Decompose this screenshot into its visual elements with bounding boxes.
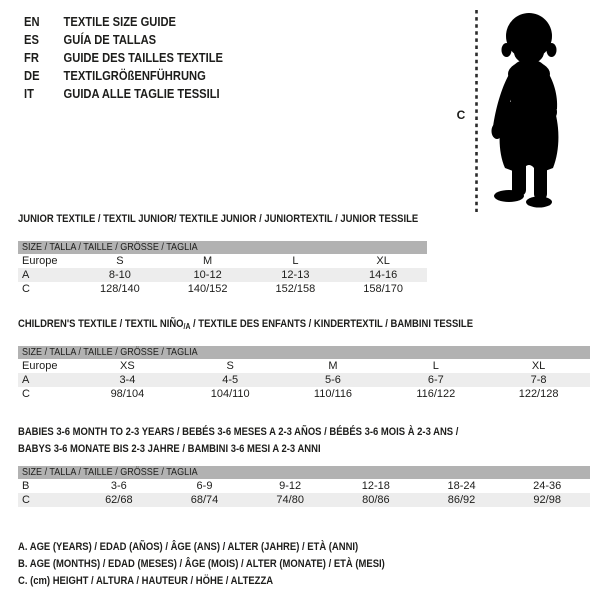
table-cell: 152/158 [275,283,316,295]
row-label: Europe [22,360,58,372]
row-label: C [22,388,30,400]
table-cell: 158/170 [363,283,403,295]
junior-textile-table [18,213,427,296]
table-cell: M [203,255,213,267]
table-cell: 68/74 [190,494,219,506]
lang-code: DE [24,68,40,83]
table-body [18,359,590,401]
table-cell: 110/116 [313,388,353,400]
table-row [18,373,590,387]
footnote-age-months: B. AGE (MONTHS) / EDAD (MESES) / ÂGE (MOIS) / ALTER (MONATE) / ETÀ (MESI) [18,558,385,570]
babies-textile-table [18,424,590,507]
size-header-bar [18,346,590,359]
height-measure-label: C [456,108,466,122]
lang-label: GUIDE DES TAILLES TEXTILE [63,50,223,65]
table-cell: 80/86 [362,494,390,506]
size-header-label: SIZE / TALLA / TAILLE / GRÖSSE / TAGLIA [22,241,198,253]
table-cell: XL [531,360,546,372]
lang-code: IT [24,86,34,101]
lang-code: FR [24,50,39,65]
size-header-bar [18,241,427,254]
table-row [18,359,590,373]
table-row [18,268,427,282]
table-body [18,479,590,507]
table-cell: L [292,255,299,267]
table-cell: 116/122 [416,388,456,400]
table-row [18,282,427,296]
size-header-label: SIZE / TALLA / TAILLE / GRÖSSE / TAGLIA [22,346,198,358]
table-cell: 128/140 [99,283,140,295]
table-cell: XS [120,360,135,372]
toddler-silhouette-icon [486,10,572,208]
table-cell: 6-7 [427,374,444,386]
row-label: A [22,374,30,386]
size-header-label: SIZE / TALLA / TAILLE / GRÖSSE / TAGLIA [22,466,198,478]
height-measure-figure [450,4,580,216]
lang-code: ES [24,32,39,47]
table-cell: 5-6 [325,374,341,386]
table-cell: S [226,360,234,372]
table-title: JUNIOR TEXTILE / TEXTIL JUNIOR/ TEXTILE JUNIOR / JUNIORTEXTIL / JUNIOR TESSILE [18,213,419,225]
lang-row-de [24,67,255,85]
table-cell: 122/128 [518,388,559,400]
lang-label: TEXTILGRÖßENFÜHRUNG [63,68,206,83]
table-cell: 104/110 [210,388,250,400]
row-label: A [22,269,30,281]
table-cell: S [116,255,124,267]
table-cell: 10-12 [193,269,222,281]
table-cell: 18-24 [447,480,476,492]
row-label: C [22,494,30,506]
table-cell: 6-9 [196,480,213,492]
row-label: C [22,283,30,295]
lang-label: GUIDA ALLE TAGLIE TESSILI [63,86,220,101]
lang-label: GUÍA DE TALLAS [63,32,157,47]
row-label: Europe [22,255,58,267]
table-body [18,254,427,296]
table-row [18,493,590,507]
footnote-height: C. (cm) HEIGHT / ALTURA / HAUTEUR / HÖHE / ALTEZZA [18,575,274,587]
row-label: B [22,480,30,492]
table-cell: 7-8 [530,374,547,386]
table-cell: 8-10 [108,269,131,281]
lang-row-es [24,31,255,49]
children-textile-table [18,318,590,401]
table-cell: 4-5 [222,374,239,386]
legend-footnotes [18,539,445,590]
lang-code: EN [24,14,40,29]
lang-row-fr [24,49,255,67]
height-dashed-line [474,10,479,212]
table-cell: M [328,360,338,372]
table-cell: 14-16 [369,269,398,281]
table-row [18,254,427,268]
table-title: BABIES 3-6 MONTH TO 2-3 YEARS / BEBÉS 3-6 MESES A 2-3 AÑOS / BÉBÉS 3-6 MOIS À 2-3 ANS / BABYS 3-6 MONATE BIS 2-3 JAHRE / BAMBINI 3-6 MESI A 2-3 ANNI [18,426,459,455]
table-cell: 92/98 [533,494,561,506]
footnote-age-years: A. AGE (YEARS) / EDAD (AÑOS) / ÂGE (ANS) / ALTER (JAHRE) / ETÀ (ANNI) [18,541,359,553]
table-cell: XL [376,255,390,267]
table-cell: 74/80 [276,494,304,506]
table-cell: 24-36 [533,480,562,492]
table-cell: L [432,360,439,372]
table-cell: 3-4 [119,374,136,386]
table-cell: 12-13 [281,269,310,281]
table-row [18,387,590,401]
table-row [18,479,590,493]
table-cell: 98/104 [110,388,145,400]
lang-label: TEXTILE SIZE GUIDE [63,14,177,29]
table-cell: 86/92 [447,494,476,506]
table-cell: 12-18 [361,480,390,492]
lang-row-en [24,13,255,31]
table-cell: 62/68 [105,494,133,506]
table-title: CHILDREN'S TEXTILE / TEXTIL $NIÑO_{/A}$ / TEXTILE DES ENFANTS / KINDERTEXTIL / BAMBINI TESSILE [18,318,474,331]
lang-row-it [24,85,255,103]
table-cell: 3-6 [110,480,127,492]
size-header-bar [18,466,590,479]
table-cell: 140/152 [187,283,228,295]
language-title-block [24,13,255,103]
table-cell: 9-12 [279,480,302,492]
